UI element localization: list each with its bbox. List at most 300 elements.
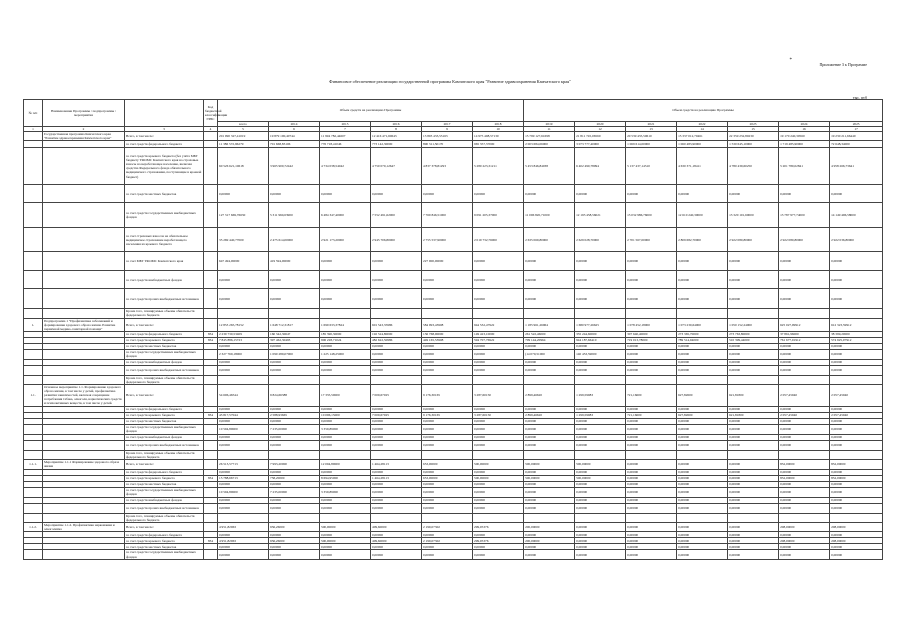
row-value: 0,00000: [575, 359, 626, 365]
finance-table: [23, 99, 883, 560]
row-value: [218, 375, 269, 384]
row-value: 0,00000: [575, 532, 626, 538]
year-header: 2015: [320, 122, 371, 127]
row-value: 0,00000: [269, 406, 320, 412]
row-name: [43, 185, 125, 203]
row-value: 0,00000: [728, 406, 779, 412]
row-value: [269, 450, 320, 459]
row-value: 0,00000: [626, 503, 677, 513]
row-name: [43, 513, 125, 522]
row-code: [204, 289, 218, 309]
row-value: 1 680 977,26625: [575, 318, 626, 331]
row-number: [24, 349, 43, 359]
row-source: за счет средств прочих внебюджетных источников: [125, 503, 204, 513]
row-value: 0,00000: [320, 185, 371, 203]
row-value: 5 453 846,84038: [524, 148, 575, 185]
row-value: 0,00000: [218, 532, 269, 538]
row-value: 0,00000: [779, 252, 830, 271]
row-value: 0,00000: [677, 503, 728, 513]
row-value: 0,00000: [830, 185, 883, 203]
year-header: 2018: [473, 122, 524, 127]
row-value: 0,00000: [269, 365, 320, 375]
row-number: [24, 271, 43, 289]
row-value: 0,00000: [320, 252, 371, 271]
row-value: 0,00000: [269, 532, 320, 538]
unit-label: тыс. руб: [852, 95, 867, 100]
row-code: [204, 185, 218, 203]
row-value: 0,00000: [422, 418, 473, 424]
row-value: 0,00000: [575, 424, 626, 434]
row-value: [728, 513, 779, 522]
row-source: за счет средств краевого бюджета: [125, 538, 204, 544]
row-value: 0,00000: [524, 271, 575, 289]
table-body: [24, 132, 883, 560]
row-value: 0,00000: [371, 343, 422, 349]
row-value: 0,00000: [830, 359, 883, 365]
row-value: [728, 309, 779, 318]
row-value: 0,00000: [371, 481, 422, 487]
row-value: [320, 450, 371, 459]
row-value: 0,00000: [320, 481, 371, 487]
row-value: 0,00000: [779, 503, 830, 513]
row-source: за счет средств местных бюджетов: [125, 481, 204, 487]
row-value: 0,00000: [779, 185, 830, 203]
row-value: 0,00000: [218, 434, 269, 440]
row-value: 936,26000: [269, 538, 320, 544]
row-source: за счет средств краевого бюджета: [125, 475, 204, 481]
row-value: 1 090 289,07000: [269, 349, 320, 359]
row-value: 0,00000: [422, 406, 473, 412]
row-value: 419 594,00000: [269, 252, 320, 271]
row-value: 0,00000: [320, 343, 371, 349]
col-num: № п/п: [24, 100, 43, 127]
row-value: 0,00000: [779, 497, 830, 503]
column-index: 4: [204, 127, 218, 132]
row-number: [24, 513, 43, 522]
row-value: 0,00000: [575, 406, 626, 412]
row-value: 0,00000: [728, 544, 779, 550]
row-value: 192 524,80000: [371, 331, 422, 337]
row-value: 0,00000: [728, 522, 779, 531]
row-value: 2 809 682,70000: [677, 228, 728, 252]
row-value: 721,16600: [626, 412, 677, 418]
row-value: 0,00000: [728, 475, 779, 481]
row-value: [779, 309, 830, 318]
row-source: за счет средств федерального бюджета: [125, 532, 204, 538]
row-value: [269, 309, 320, 318]
row-value: 299,05376: [473, 538, 524, 544]
table-row: [24, 228, 883, 252]
row-value: 0,00000: [269, 497, 320, 503]
year-header: 2022: [677, 122, 728, 127]
row-value: 13 320 101,60000: [728, 203, 779, 228]
row-value: 12 094,89000: [320, 459, 371, 469]
row-source: Кроме того, планируемые объемы обязательств федерального бюджета: [125, 375, 204, 384]
row-source: за счет средств прочих внебюджетных источников: [125, 440, 204, 450]
row-value: 0,00000: [422, 365, 473, 375]
row-source: Кроме того, планируемые объемы обязательств федерального бюджета: [125, 309, 204, 318]
row-value: 0,00000: [779, 550, 830, 560]
row-value: 160 342,30647: [269, 331, 320, 337]
row-value: [371, 450, 422, 459]
row-value: 10 594,89000: [218, 487, 269, 497]
row-value: 2 057,45940: [779, 385, 830, 406]
year-header: 2016: [371, 122, 422, 127]
table-row: [24, 148, 883, 185]
row-value: 7 009,67025: [371, 412, 422, 418]
row-value: 0,00000: [728, 271, 779, 289]
row-value: 0,00000: [320, 497, 371, 503]
row-code: [204, 440, 218, 450]
row-value: 761 677,91912: [779, 337, 830, 343]
row-name: [43, 141, 125, 148]
row-code: [204, 141, 218, 148]
row-number: [24, 450, 43, 459]
row-value: 0,00000: [677, 271, 728, 289]
row-value: 37 861,96000: [779, 331, 830, 337]
year-header: 2023: [728, 122, 779, 127]
row-value: 0,00000: [728, 252, 779, 271]
row-code: [204, 424, 218, 434]
row-source: за счет МБТ ТФОМС Камчатского края: [125, 252, 204, 271]
col-source: [125, 100, 204, 127]
row-value: 1 069 614,00000: [626, 141, 677, 148]
row-value: 0,00000: [524, 532, 575, 538]
row-value: 1 719 485,90000: [779, 141, 830, 148]
year-header: 2019: [524, 122, 575, 127]
row-value: 0,00000: [371, 349, 422, 359]
row-value: 9 176,30165: [422, 412, 473, 418]
row-value: 0,00000: [626, 424, 677, 434]
document-title: Финансовое обеспечение реализации государственной программы Камчатского края "Развитие здравоохранения Камчатского края": [329, 79, 571, 84]
row-value: 0,00000: [218, 440, 269, 450]
row-value: 625 027,99912: [779, 318, 830, 331]
row-value: 832,00000: [779, 459, 830, 469]
row-value: [830, 375, 883, 384]
row-value: 0,00000: [626, 487, 677, 497]
row-value: [422, 513, 473, 522]
row-value: 0,00000: [575, 487, 626, 497]
row-value: 500,00000: [473, 475, 524, 481]
row-value: 0,00000: [779, 532, 830, 538]
row-name: [43, 252, 125, 271]
row-source: за счет средств государственных внебюджетных фондов: [125, 424, 204, 434]
row-source: за счет средств краевого бюджета: [125, 412, 204, 418]
row-value: 612 323,59912: [830, 318, 883, 331]
row-value: [830, 450, 883, 459]
row-value: [320, 309, 371, 318]
row-value: 0,00000: [473, 434, 524, 440]
row-value: 10 594,89000: [218, 424, 269, 434]
row-value: 0,00000: [218, 469, 269, 475]
row-value: 15 788,66713: [218, 475, 269, 481]
row-value: 2 475 614,00000: [269, 228, 320, 252]
row-value: 0,00000: [473, 271, 524, 289]
row-value: 0,00000: [422, 349, 473, 359]
row-value: 2 899,46620: [524, 385, 575, 406]
row-value: 1 299,59983: [575, 385, 626, 406]
row-value: 0,00000: [473, 365, 524, 375]
row-name: [43, 375, 125, 384]
column-index: 5: [218, 127, 269, 132]
row-value: [320, 375, 371, 384]
row-value: 22 359 232,80230: [728, 132, 779, 141]
row-value: 227 900,00000: [422, 252, 473, 271]
row-value: 2 019 732,76000: [473, 228, 524, 252]
row-value: 0,00000: [626, 469, 677, 475]
row-value: 574 925,07912: [830, 337, 883, 343]
row-source: за счет средств федерального бюджета: [125, 406, 204, 412]
row-value: 594 707,76922: [473, 337, 524, 343]
row-value: 832,00000: [779, 475, 830, 481]
row-value: 15 799 127,61698: [524, 132, 575, 141]
row-value: 0,00000: [320, 469, 371, 475]
row-number: [24, 228, 43, 252]
row-value: 0,00000: [422, 343, 473, 349]
row-value: 1 050 152,24000: [728, 318, 779, 331]
table-row: [24, 550, 883, 560]
row-value: 0,00000: [524, 434, 575, 440]
row-value: [320, 513, 371, 522]
row-value: 0,00000: [269, 271, 320, 289]
row-source: за счет средств краевого бюджета: [125, 337, 204, 343]
row-value: 0,00000: [524, 503, 575, 513]
row-value: 832,00000: [830, 475, 883, 481]
row-value: 0,00000: [473, 289, 524, 309]
row-value: 38 399,20000: [830, 331, 883, 337]
row-code: [204, 228, 218, 252]
row-value: 14 149 496,58000: [830, 203, 883, 228]
row-value: 0,00000: [575, 271, 626, 289]
row-value: 0,00000: [473, 550, 524, 560]
column-index: 15: [728, 127, 779, 132]
row-source: за счет средств федерального бюджета: [125, 331, 204, 337]
row-value: 0,00000: [728, 481, 779, 487]
year-header: 2024: [779, 122, 830, 127]
row-value: 0,00000: [779, 469, 830, 475]
row-number: [24, 203, 43, 228]
row-value: 2 057,45940: [830, 385, 883, 406]
row-value: 0,00000: [830, 343, 883, 349]
row-value: 0,00000: [524, 440, 575, 450]
row-value: 0,00000: [779, 271, 830, 289]
row-value: 43 817,57044: [218, 412, 269, 418]
row-value: 2 327 769,18000: [218, 349, 269, 359]
row-value: 0,00000: [422, 440, 473, 450]
row-value: 4 958 266,73641: [830, 148, 883, 185]
row-value: 3 965 900,72442: [269, 148, 320, 185]
row-value: 0,00000: [422, 532, 473, 538]
row-value: 0,00000: [830, 440, 883, 450]
row-value: 409,60000: [371, 538, 422, 544]
row-value: 10 096,15000: [320, 412, 371, 418]
row-value: 2 199,07302: [422, 538, 473, 544]
row-name: [43, 550, 125, 560]
row-source: за счет средств государственных внебюджетных фондов: [125, 487, 204, 497]
row-source: за счет страховых взносов на обязательное медицинское страхование неработающего населения из краевого бюджета: [125, 228, 204, 252]
row-value: 0,00000: [422, 289, 473, 309]
row-value: [218, 450, 269, 459]
row-number: [24, 424, 43, 434]
row-value: 0,00000: [626, 365, 677, 375]
row-value: 0,00000: [830, 271, 883, 289]
corner-note-text: Приложение 3 к Программе: [819, 62, 867, 67]
row-value: 7 235,00000: [269, 424, 320, 434]
row-value: 0,00000: [218, 271, 269, 289]
row-value: 0,00000: [371, 418, 422, 424]
row-value: 0,00000: [473, 503, 524, 513]
row-value: 0,00000: [269, 469, 320, 475]
row-code: [204, 550, 218, 560]
row-number: [24, 141, 43, 148]
row-value: 0,00000: [320, 550, 371, 560]
row-value: 776 718,41046: [320, 141, 371, 148]
row-value: 0,00000: [320, 434, 371, 440]
row-value: 208,00000: [779, 522, 830, 531]
row-value: 299,05376: [473, 522, 524, 531]
row-value: 0,00000: [575, 481, 626, 487]
row-value: 0,00000: [626, 550, 677, 560]
row-value: [575, 450, 626, 459]
row-value: 1 464,28113: [371, 459, 422, 469]
row-value: [473, 513, 524, 522]
row-value: 261 522,46000: [524, 331, 575, 337]
row-name: [43, 440, 125, 450]
row-code: [204, 148, 218, 185]
row-value: 0,00000: [422, 503, 473, 513]
row-value: 0,00000: [320, 544, 371, 550]
row-code: [204, 513, 218, 522]
row-value: 208,00000: [779, 538, 830, 544]
row-value: [830, 513, 883, 522]
row-value: 0,00000: [779, 343, 830, 349]
row-code: [204, 132, 218, 141]
row-value: 3 359,89000: [320, 487, 371, 497]
table-row: [24, 309, 883, 318]
row-value: 2 003 684,06000: [524, 141, 575, 148]
row-value: [371, 513, 422, 522]
row-value: 0,00000: [269, 359, 320, 365]
row-value: 0,00000: [677, 440, 728, 450]
row-value: [524, 309, 575, 318]
row-name: [43, 424, 125, 434]
row-value: 0,00000: [269, 550, 320, 560]
row-value: 0,00000: [728, 459, 779, 469]
row-value: 0,00000: [524, 424, 575, 434]
row-value: 1 060 483,90000: [677, 141, 728, 148]
row-value: 832,00000: [830, 459, 883, 469]
table-row: [24, 487, 883, 497]
row-value: 2 945 706,80000: [371, 228, 422, 252]
row-value: 0,00000: [830, 424, 883, 434]
row-value: 0,00000: [575, 538, 626, 544]
row-source: за счет средств внебюджетных фондов: [125, 434, 204, 440]
row-value: (14 070,51000: [524, 349, 575, 359]
row-value: 0,00000: [575, 440, 626, 450]
row-value: 1 699 633,37824: [320, 318, 371, 331]
row-value: 0,00000: [371, 497, 422, 503]
row-value: 0,00000: [677, 252, 728, 271]
row-value: 6 484 347,40000: [320, 203, 371, 228]
row-source: за счет средств прочих внебюджетных источников: [125, 365, 204, 375]
row-value: [524, 513, 575, 522]
row-value: [779, 375, 830, 384]
row-value: 0,00000: [830, 349, 883, 359]
row-value: 19 170 240,30560: [779, 132, 830, 141]
row-value: 149 423,10000: [473, 331, 524, 337]
table-row: [24, 440, 883, 450]
row-value: 0,00000: [677, 538, 728, 544]
row-value: 0,00000: [371, 550, 422, 560]
row-value: [575, 375, 626, 384]
row-source: за счет средств местных бюджетов: [125, 185, 204, 203]
row-name: [43, 228, 125, 252]
row-value: 0,00000: [677, 487, 728, 497]
row-value: 20 539 435,50610: [626, 132, 677, 141]
column-index: 13: [626, 127, 677, 132]
row-value: 0,00000: [626, 522, 677, 531]
row-value: 1 185 961,26964: [524, 318, 575, 331]
row-value: 0,00000: [728, 359, 779, 365]
row-value: [422, 375, 473, 384]
row-value: 0,00000: [422, 544, 473, 550]
row-value: 0,00000: [524, 343, 575, 349]
row-value: 0,00000: [218, 185, 269, 203]
row-value: 0,00000: [626, 289, 677, 309]
row-value: 0,00000: [626, 349, 677, 359]
row-value: 21 811 745,06560: [575, 132, 626, 141]
row-value: 0,00000: [524, 418, 575, 424]
row-value: 4 630 371,18411: [677, 148, 728, 185]
col-code: Код бюджетной классификации ГРБС: [204, 100, 218, 127]
row-value: 0,00000: [524, 252, 575, 271]
row-value: 273 763,80000: [728, 331, 779, 337]
row-value: 307 640,40000: [626, 331, 677, 337]
row-value: 0,00000: [218, 359, 269, 365]
column-index: 2: [43, 127, 125, 132]
row-value: 0,00000: [626, 418, 677, 424]
row-source: Всего, в том числе:: [125, 318, 204, 331]
row-value: 0,00000: [524, 185, 575, 203]
row-number: 1.1.2.: [24, 522, 43, 531]
row-number: [24, 309, 43, 318]
row-value: 0,00000: [473, 185, 524, 203]
row-source: за счет средств местных бюджетов: [125, 343, 204, 349]
row-value: 11 096 820,71000: [524, 203, 575, 228]
row-value: 0,00000: [371, 252, 422, 271]
column-index: 3: [125, 127, 204, 132]
row-value: 0,00000: [677, 481, 728, 487]
row-value: 0,00000: [371, 487, 422, 497]
row-value: 0,00000: [830, 252, 883, 271]
row-number: [24, 440, 43, 450]
row-value: 11 386 572,96279: [218, 141, 269, 148]
row-name: [43, 450, 125, 459]
row-source: за счет средств местных бюджетов: [125, 544, 204, 550]
col-name: Наименование Программы / подпрограммы / мероприятия: [43, 100, 125, 127]
row-value: 0,00000: [575, 469, 626, 475]
row-value: 0,00000: [575, 544, 626, 550]
row-value: 0,00000: [371, 271, 422, 289]
row-value: 1 225 148,25000: [320, 349, 371, 359]
row-value: 0,00000: [473, 469, 524, 475]
row-value: 15 337 012,70461: [677, 132, 728, 141]
row-value: 0,00000: [677, 359, 728, 365]
row-value: 13 787 977,74000: [779, 203, 830, 228]
row-name: [43, 203, 125, 228]
row-value: 4 734 038,54042: [320, 148, 371, 185]
row-value: 0,00000: [473, 481, 524, 487]
